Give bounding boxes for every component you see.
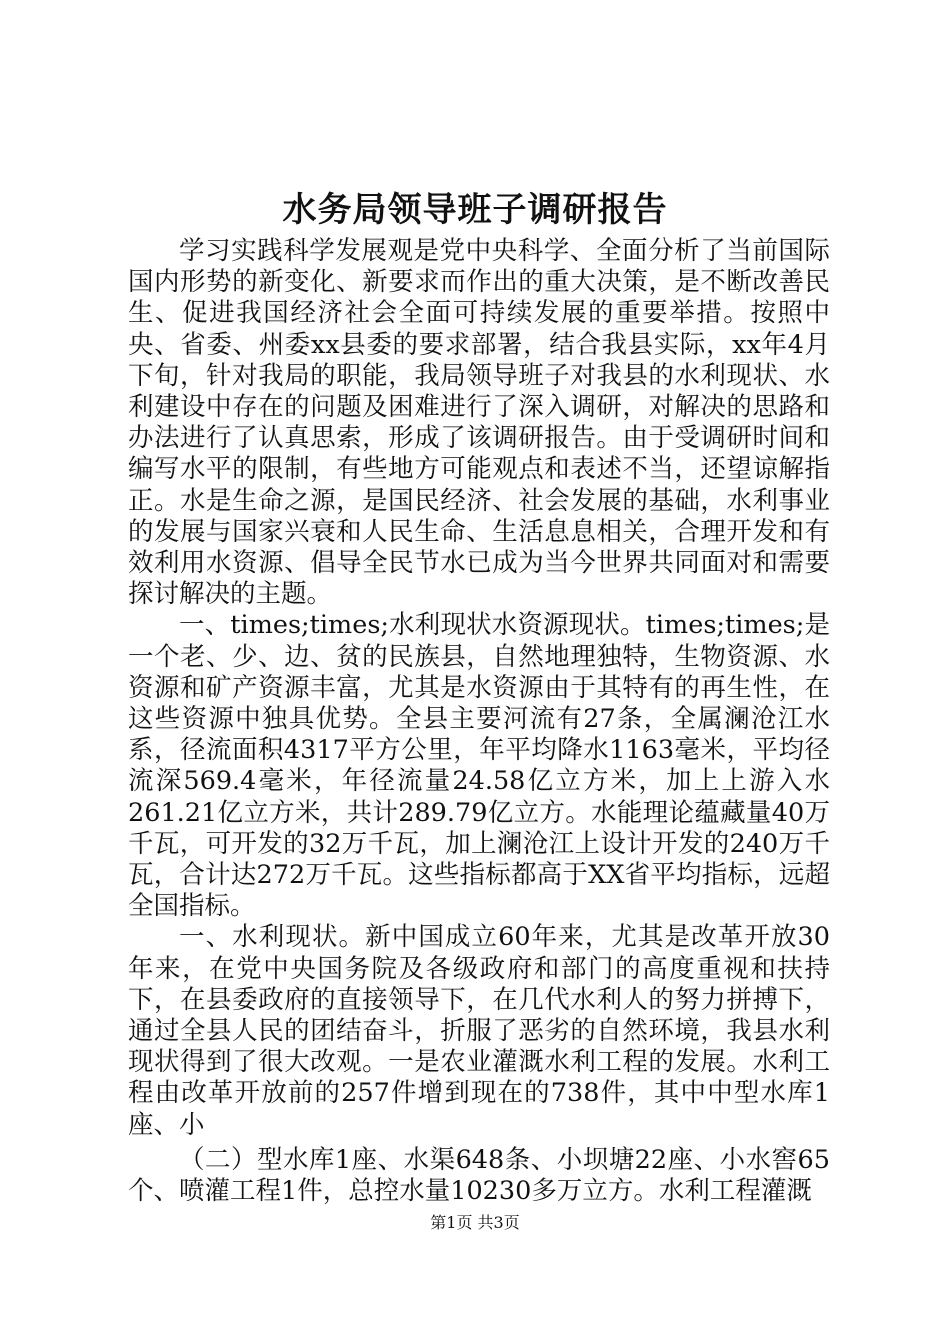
paragraph: 一、水利现状。新中国成立60年来，尤其是改革开放30年来，在党中央国务院及各级政府和部门的高度重视和扶持下，在县委政府的直接领导下，在几代水利人的努力拼搏下，通过全县人民的团结奋斗，折服了恶劣的自然环境，我县水利现状得到了很大改观。一是农业灌溉水利工程的发展。水利工程由改革开放前的257件增到现在的738件，其中中型水库1座、小 bbox=[128, 922, 830, 1140]
paragraph: （二）型水库1座、水渠648条、小坝塘22座、小水窖65个、喷灌工程1件，总控水量10230多万立方。水利工程灌溉 bbox=[128, 1144, 830, 1207]
page-title: 水务局领导班子调研报告 bbox=[282, 190, 668, 230]
document-body bbox=[128, 236, 830, 1207]
page-number-footer: 第1页 共3页 bbox=[430, 1213, 520, 1232]
paragraph: 一、times;times;水利现状水资源现状。times;times;是一个老、少、边、贫的民族县，自然地理独特，生物资源、水资源和矿产资源丰富，尤其是水资源由于其特有的再生性，在这些资源中独具优势。全县主要河流有27条，全属澜沧江水系，径流面积4317平方公里，年平均降水1163毫米，平均径流深569.4毫米，年径流量24.58亿立方米，加上上游入水261.21亿立方米，共计289.79亿立方。水能理论蕴藏量40万千瓦，可开发的32万千瓦，加上澜沧江上设计开发的240万千瓦，合计达272万千瓦。这些指标都高于XX省平均指标，远超全国指标。 bbox=[128, 610, 830, 922]
paragraph: 学习实践科学发展观是党中央科学、全面分析了当前国际国内形势的新变化、新要求而作出的重大决策，是不断改善民生、促进我国经济社会全面可持续发展的重要举措。按照中央、省委、州委xx县委的要求部署，结合我县实际，xx年4月下旬，针对我局的职能，我局领导班子对我县的水利现状、水利建设中存在的问题及困难进行了深入调研，对解决的思路和办法进行了认真思索，形成了该调研报告。由于受调研时间和编写水平的限制，有些地方可能观点和表述不当，还望谅解指正。水是生命之源，是国民经济、社会发展的基础，水利事业的发展与国家兴衰和人民生命、生活息息相关，合理开发和有效利用水资源、倡导全民节水已成为当今世界共同面对和需要探讨解决的主题。 bbox=[128, 236, 830, 610]
